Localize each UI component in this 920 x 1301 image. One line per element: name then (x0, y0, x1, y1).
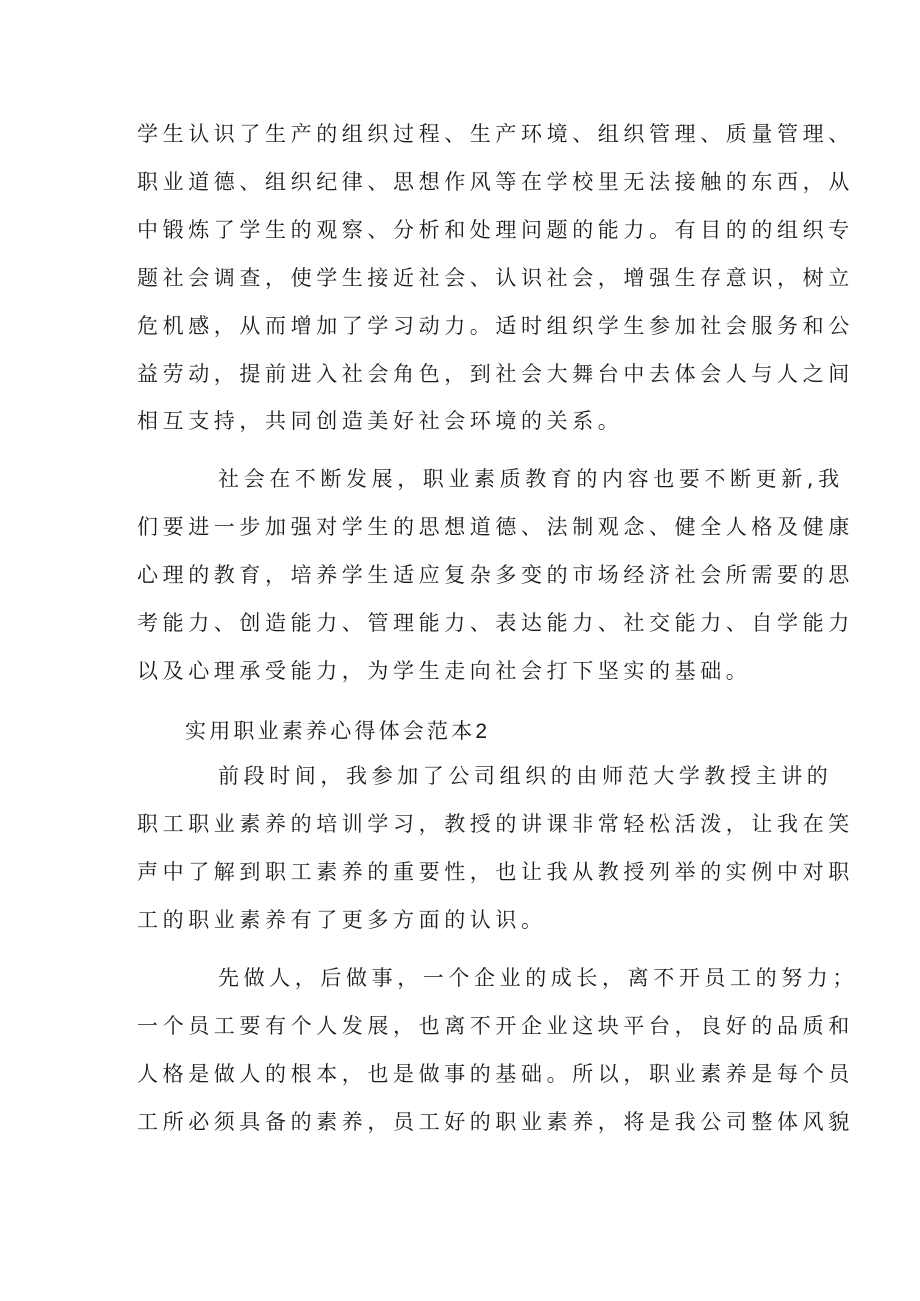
paragraph-2-line-3: 心理的教育，培养学生适应复杂多变的市场经济社会所需要的思 (137, 563, 854, 587)
paragraph-1-line-2: 职业道德、组织纪律、思想作风等在学校里无法接触的东西，从 (137, 170, 854, 194)
paragraph-4-line-1: 先做人，后做事，一个企业的成长，离不开员工的努力； (218, 966, 858, 990)
paragraph-4-line-2: 一个员工要有个人发展，也离不开企业这块平台，良好的品质和 (137, 1014, 854, 1038)
paragraph-3-line-1: 前段时间，我参加了公司组织的由师范大学教授主讲的 (218, 764, 833, 788)
paragraph-2-line-1: 社会在不断发展，职业素质教育的内容也要不断更新,我 (218, 467, 844, 491)
paragraph-2-line-4: 考能力、创造能力、管理能力、表达能力、社交能力、自学能力 (137, 611, 854, 635)
paragraph-2-line-2: 们要进一步加强对学生的思想道德、法制观念、健全人格及健康 (137, 515, 854, 539)
paragraph-3-line-4: 工的职业素养有了更多方面的认识。 (137, 908, 547, 932)
paragraph-1-line-3: 中锻炼了学生的观察、分析和处理问题的能力。有目的的组织专 (137, 218, 854, 242)
section-heading (185, 718, 835, 744)
paragraph-3-line-2: 职工职业素养的培训学习，教授的讲课非常轻松活泼，让我在笑 (137, 812, 854, 836)
section-heading-number: 2 (475, 720, 488, 743)
paragraph-1-line-1: 学生认识了生产的组织过程、生产环境、组织管理、质量管理、 (137, 122, 854, 146)
paragraph-1-line-7: 相互支持，共同创造美好社会环境的关系。 (137, 409, 624, 433)
paragraph-4-line-3: 人格是做人的根本，也是做事的基础。所以，职业素养是每个员 (137, 1062, 854, 1086)
paragraph-3-line-3: 声中了解到职工素养的重要性，也让我从教授列举的实例中对职 (137, 860, 854, 884)
paragraph-1-line-6: 益劳动，提前进入社会角色，到社会大舞台中去体会人与人之间 (137, 362, 854, 386)
paragraph-2-line-5: 以及心理承受能力，为学生走向社会打下坚实的基础。 (137, 659, 752, 683)
paragraph-4-line-4: 工所必须具备的素养，员工好的职业素养，将是我公司整体风貌 (137, 1110, 854, 1134)
section-heading-text: 实用职业素养心得体会范本 (185, 719, 476, 743)
paragraph-1-line-5: 危机感，从而增加了学习动力。适时组织学生参加社会服务和公 (137, 314, 854, 338)
paragraph-1-line-4: 题社会调查，使学生接近社会、认识社会，增强生存意识，树立 (137, 266, 854, 290)
